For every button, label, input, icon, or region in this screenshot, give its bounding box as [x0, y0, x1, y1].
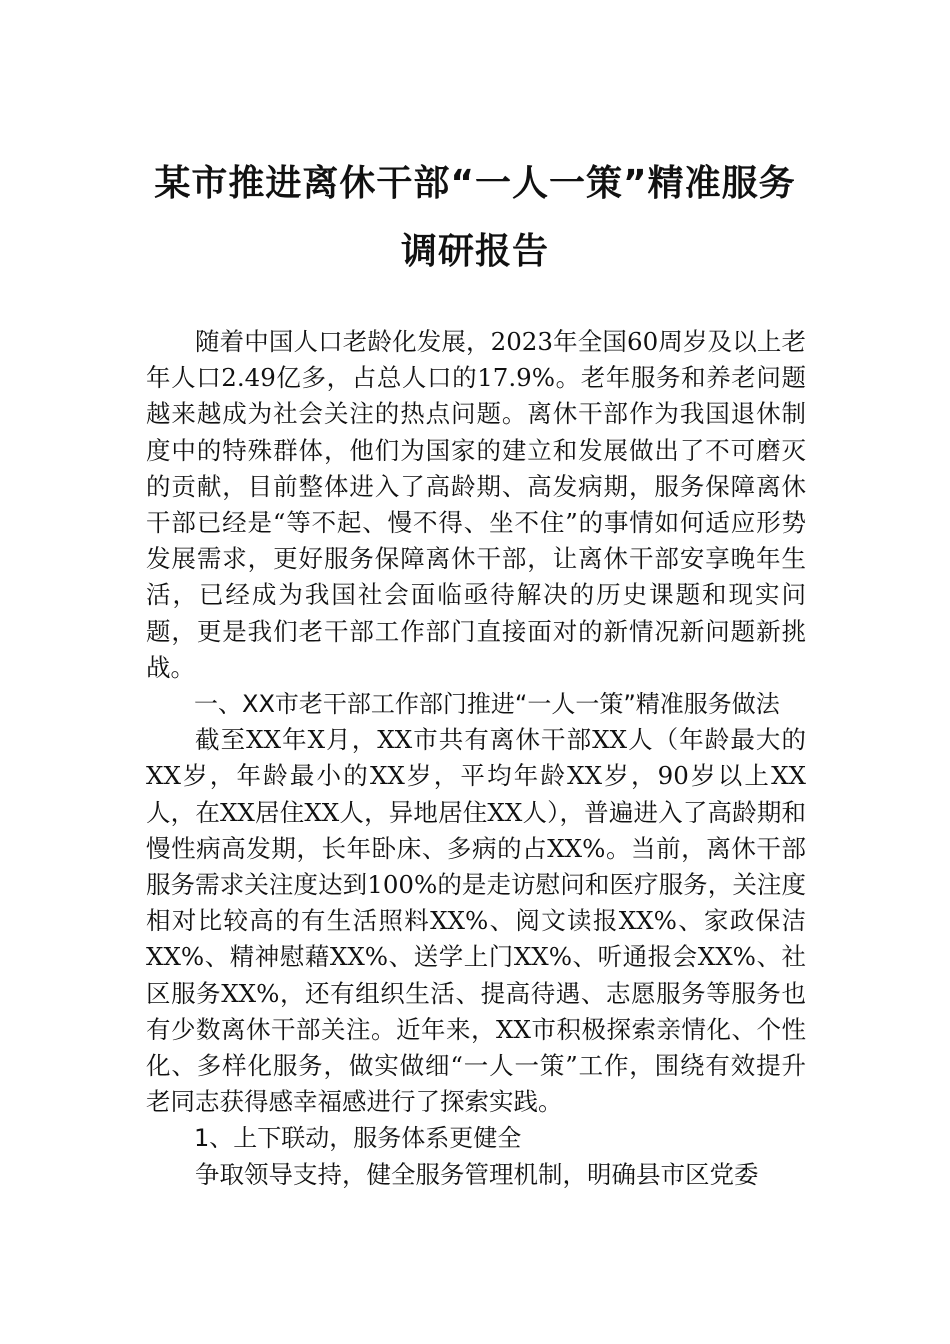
intro-paragraph: 随着中国人口老龄化发展，2023年全国60周岁及以上老年人口2.49亿多，占总人口的17.9%。老年服务和养老问题越来越成为社会关注的热点问题。离休干部作为我国退休制度中的特殊群体，他们为国家的建立和发展做出了不可磨灭的贡献，目前整体进入了高龄期、高发病期，服务保障离休干部已经是“等不起、慢不得、坐不住”的事情如何适应形势发展需求，更好服务保障离休干部，让离休干部安享晚年生活，已经成为我国社会面临亟待解决的历史课题和现实问题，更是我们老干部工作部门直接面对的新情况新问题新挑战。 — [146, 327, 806, 682]
document-title-line-2: 调研报告 — [400, 231, 549, 272]
subsection-heading-1: 1、上下联动，服务体系更健全 — [194, 1124, 522, 1153]
section-heading-1: 一、XX市老干部工作部门推进“一人一策”精准服务做法 — [194, 690, 780, 719]
subsection-paragraph: 争取领导支持，健全服务管理机制，明确县市区党委 — [195, 1159, 759, 1189]
document-title-line-1: 某市推进离休干部“一人一策”精准服务 — [154, 163, 796, 204]
section-paragraph: 截至XX年X月，XX市共有离休干部XX人（年龄最大的XX岁，年龄最小的XX岁，平均年龄XX岁，90岁以上XX人，在XX居住XX人，异地居住XX人），普遍进入了高龄期和慢性病高发期，长年卧床、多病的占XX%。当前，离休干部服务需求关注度达到100%的是走访慰问和医疗服务，关注度相对比较高的有生活照料XX%、阅文读报XX%、家政保洁XX%、精神慰藉XX%、送学上门XX%、听通报会XX%、社区服务XX%，还有组织生活、提高待遇、志愿服务等服务也有少数离休干部关注。近年来，XX市积极探索亲情化、个性化、多样化服务，做实做细“一人一策”工作，围绕有效提升老同志获得感幸福感进行了探索实践。 — [146, 725, 806, 1117]
document-body — [146, 324, 806, 1193]
